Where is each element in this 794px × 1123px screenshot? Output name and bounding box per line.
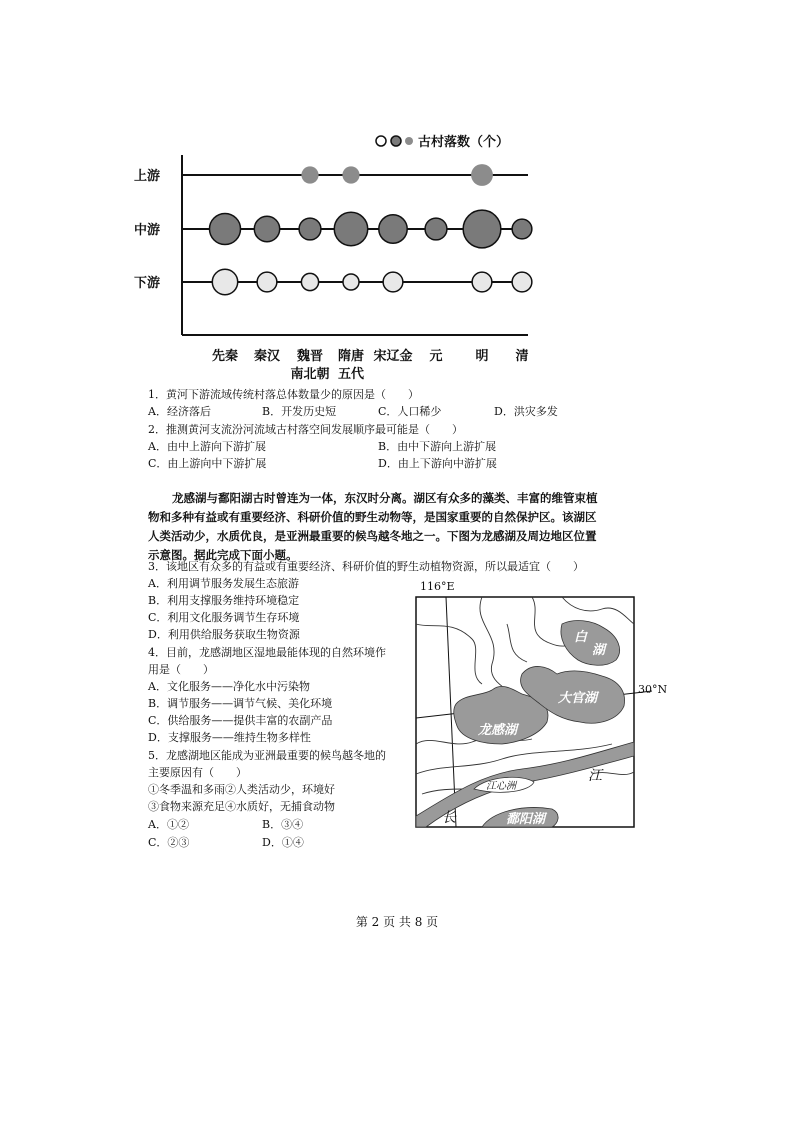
latitude-label: 30°N: [638, 683, 668, 696]
legend-marker-upper: [405, 137, 413, 145]
bubble: [299, 218, 321, 240]
longgan-lake-label: 龙感湖: [478, 723, 518, 738]
page-footer: 第 2 页 共 8 页: [355, 915, 439, 929]
question-5-line1: 5．龙感湖地区能成为亚洲最重要的候鸟越冬地的: [148, 749, 386, 762]
q1-option-a: A．经济落后: [148, 405, 211, 418]
q4-option-c: C．供给服务——提供丰富的农副产品: [148, 714, 333, 727]
q2-option-c: C．由上游向中下游扩展: [148, 457, 267, 470]
daguan-lake-label: 大官湖: [558, 691, 598, 706]
q1-option-b: B．开发历史短: [262, 405, 337, 418]
passage-line: 示意图。据此完成下面小题。: [148, 548, 298, 562]
jiangxin-island-label: 江心洲: [486, 781, 516, 792]
period-label: 隋唐: [337, 349, 365, 364]
q5-statements-1: ①冬季温和多雨②人类活动少，环境好: [148, 783, 335, 796]
bubble: [512, 272, 532, 292]
bubble: [425, 218, 447, 240]
q1-option-c: C．人口稀少: [378, 405, 442, 418]
bubble: [342, 166, 359, 183]
reading-passage: [148, 489, 618, 565]
q2-option-b: B．由中下游向上游扩展: [378, 440, 497, 453]
bubble: [212, 269, 237, 294]
question-2: 2．推测黄河支流汾河流域古村落空间发展顺序最可能是（ ）: [148, 423, 463, 436]
chang-label: 长: [442, 810, 456, 826]
period-label: 宋辽金: [373, 349, 413, 364]
question-1: 1．黄河下游流域传统村落总体数量少的原因是（ ）: [148, 388, 419, 401]
question-3: 3．该地区有众多的有益或有重要经济、科研价值的野生动植物资源，所以最适宜（ ）: [148, 560, 584, 573]
period-label: 先秦: [211, 349, 239, 364]
bubble: [379, 215, 407, 243]
q2-option-a: A．由中上游向下游扩展: [148, 440, 266, 453]
longgan-lake-map: [412, 594, 682, 830]
legend-marker-lower: [376, 136, 386, 146]
period-label: 魏晋: [296, 349, 324, 364]
period-sublabel: 五代: [337, 367, 365, 380]
bai-lake-label-1: 白: [574, 630, 588, 645]
bubble: [209, 213, 240, 244]
bubble: [334, 212, 367, 245]
passage-line: 人类活动少，水质优良，是亚洲最重要的候鸟越冬地之一。下图为龙感湖及周边地区位置: [148, 529, 597, 543]
legend-label: 古村落数（个）: [418, 135, 510, 150]
bubble: [512, 219, 532, 239]
bai-lake-label-2: 湖: [592, 643, 606, 658]
q4-option-b: B．调节服务——调节气候、美化环境: [148, 697, 333, 710]
q5-statements-2: ③食物来源充足④水质好，无捕食动物: [148, 800, 335, 813]
q4-option-a: A．文化服务——净化水中污染物: [148, 680, 310, 693]
q5-option-a: A．①②: [148, 818, 189, 831]
ancient-village-chart: [130, 125, 550, 380]
question-4-line2: 用是（ ）: [148, 663, 214, 676]
bubble: [257, 272, 277, 292]
bubble: [301, 273, 318, 290]
poyang-lake-label: 鄱阳湖: [506, 812, 546, 827]
period-sublabel: 南北朝: [290, 367, 330, 380]
bubble: [383, 272, 403, 292]
bubble: [472, 272, 492, 292]
period-label: 秦汉: [253, 349, 281, 364]
longitude-label: 116°E: [420, 580, 455, 593]
jiang-label: 江: [588, 768, 602, 784]
q3-option-b: B．利用支撑服务维持环境稳定: [148, 594, 300, 607]
q4-option-d: D．支撑服务——维持生物多样性: [148, 731, 311, 744]
row-label: 上游: [134, 169, 161, 184]
legend-marker-middle: [391, 136, 401, 146]
q5-option-d: D．①④: [262, 836, 304, 849]
bubble: [471, 164, 493, 186]
question-5-line2: 主要原因有（ ）: [148, 766, 247, 779]
q3-option-d: D．利用供给服务获取生物资源: [148, 628, 300, 641]
row-label: 下游: [134, 276, 161, 291]
bubble: [343, 274, 359, 290]
bubble: [463, 210, 501, 248]
q5-option-b: B．③④: [262, 818, 304, 831]
passage-line: 物和多种有益或有重要经济、科研价值的野生动物等，是国家重要的自然保护区。该湖区: [148, 510, 597, 524]
question-4-line1: 4．目前，龙感湖地区湿地最能体现的自然环境作: [148, 646, 386, 659]
bubble: [301, 166, 318, 183]
q2-option-d: D．由上下游向中游扩展: [378, 457, 497, 470]
period-label: 清: [515, 349, 529, 364]
row-label: 中游: [134, 223, 161, 238]
passage-line: 龙感湖与鄱阳湖古时曾连为一体，东汉时分离。湖区有众多的藻类、丰富的维管束植: [172, 491, 598, 505]
q3-option-a: A．利用调节服务发展生态旅游: [148, 577, 299, 590]
period-label: 明: [475, 349, 489, 364]
q1-option-d: D．洪灾多发: [494, 405, 558, 418]
bubble: [254, 216, 279, 241]
period-label: 元: [429, 349, 443, 364]
q3-option-c: C．利用文化服务调节生存环境: [148, 611, 300, 624]
q5-option-c: C．②③: [148, 836, 190, 849]
